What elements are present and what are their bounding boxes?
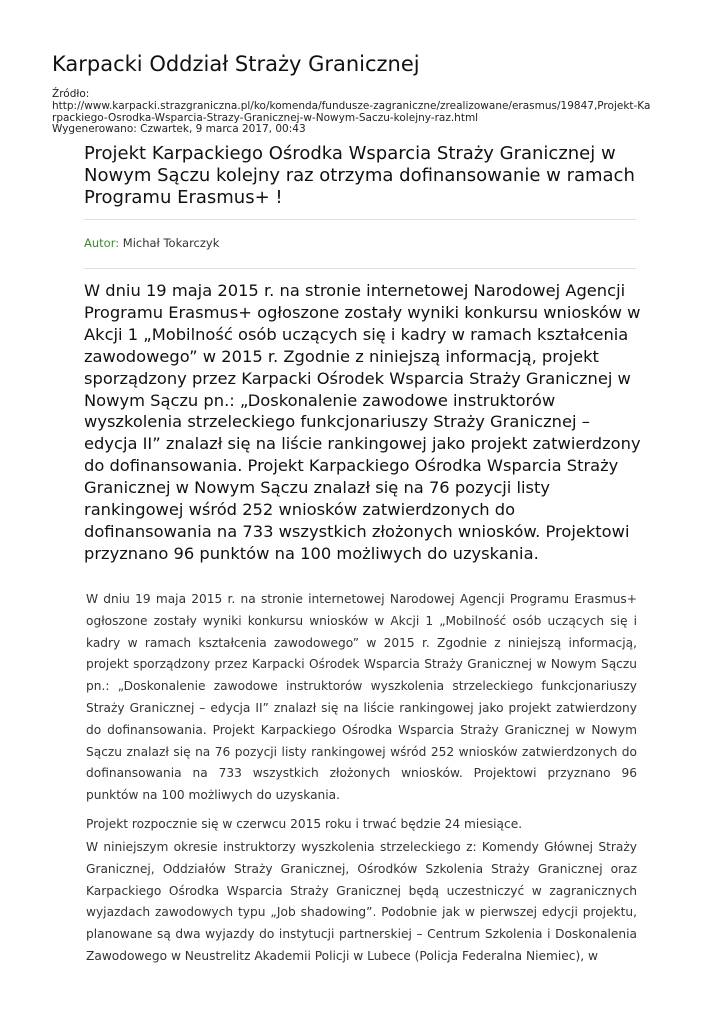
- author-line: [84, 236, 219, 250]
- lead-paragraph: W dniu 19 maja 2015 r. na stronie internetowej Narodowej Agencji Programu Erasmus+ ogłoszone zostały wyniki konkursu wniosków w Akcji 1 „Mobilność osób uczących się i kadry w ramach kształcenia zawodowego” w 2015 r. Zgodnie z niniejszą informacją, projekt sporządzony przez Karpacki Ośrodek Wsparcia Straży Granicznej w Nowym Sączu pn.: „Doskonalenie zawodowe instruktorów wyszkolenia strzeleckiego funkcjonariuszy Straży Granicznej – edycja II” znalazł się na liście rankingowej jako projekt zatwierdzony do dofinansowania. Projekt Karpackiego Ośrodka Wsparcia Straży Granicznej w Nowym Sączu znalazł się na 76 pozycji listy rankingowej wśród 252 wniosków zatwierdzonych do dofinansowania na 733 wszystkich złożonych wniosków. Projektowi przyznano 96 punktów na 100 możliwych do uzyskania.: [84, 281, 641, 563]
- source-label: Źródło:: [52, 88, 90, 100]
- body-paragraph-2-text: Projekt rozpocznie się w czerwcu 2015 roku i trwać będzie 24 miesiące.: [86, 817, 523, 831]
- author-label: Autor:: [84, 236, 120, 250]
- source-block: [52, 89, 677, 136]
- source-url-line-1[interactable]: http://www.karpacki.strazgraniczna.pl/ko/komenda/fundusze-zagraniczne/zrealizowane/erasmus/19847,Projekt-Ka: [52, 99, 651, 112]
- body-paragraph-3: W niniejszym okresie instruktorzy wyszkolenia strzeleckiego z: Komendy Głównej Straży Granicznej, Oddziałów Straży Granicznej, Ośrodków Szkolenia Straży Granicznej oraz Karpackiego Ośrodka Wsparcia Straży Granicznej będą uczestniczyć w zagranicznych wyjazdach zawodowych typu „Job shadowing”. Podobnie jak w pierwszej edycji projektu, planowane są dwa wyjazdy do instytucji partnerskiej – Centrum Szkolenia i Doskonalenia Zawodowego w Neustrelitz Akademii Policji w Lubece (Policja Federalna Niemiec), w: [86, 840, 637, 963]
- author-name: Michał Tokarczyk: [122, 236, 220, 250]
- body-paragraph-2: [86, 814, 637, 836]
- divider-top: [84, 219, 636, 220]
- divider-bottom: [84, 268, 636, 269]
- article-title: Projekt Karpackiego Ośrodka Wsparcia Straży Granicznej w Nowym Sączu kolejny raz otrzyma dofinansowanie w ramach Programu Erasmus+ !: [84, 143, 635, 208]
- site-title: Karpacki Oddział Straży Granicznej: [52, 52, 420, 76]
- generated-date: Wygenerowano: Czwartek, 9 marca 2017, 00:43: [52, 123, 306, 136]
- body-paragraph-1: W dniu 19 maja 2015 r. na stronie internetowej Narodowej Agencji Programu Erasmus+ ogłoszone zostały wyniki konkursu wniosków w Akcji 1 „Mobilność osób uczących się i kadry w ramach kształcenia zawodowego” w 2015 r. Zgodnie z niniejszą informacją, projekt sporządzony przez Karpacki Ośrodek Wsparcia Straży Granicznej w Nowym Sączu pn.: „Doskonalenie zawodowe instruktorów wyszkolenia strzeleckiego funkcjonariuszy Straży Granicznej – edycja II” znalazł się na liście rankingowej jako projekt zatwierdzony do dofinansowania. Projekt Karpackiego Ośrodka Wsparcia Straży Granicznej w Nowym Sączu znalazł się na 76 pozycji listy rankingowej wśród 252 wniosków zatwierdzonych do dofinansowania na 733 wszystkich złożonych wniosków. Projektowi przyznano 96 punktów na 100 możliwych do uzyskania.: [86, 592, 637, 803]
- source-url-line-2[interactable]: rpackiego-Osrodka-Wsparcia-Strazy-Granicznej-w-Nowym-Saczu-kolejny-raz.html: [52, 111, 479, 124]
